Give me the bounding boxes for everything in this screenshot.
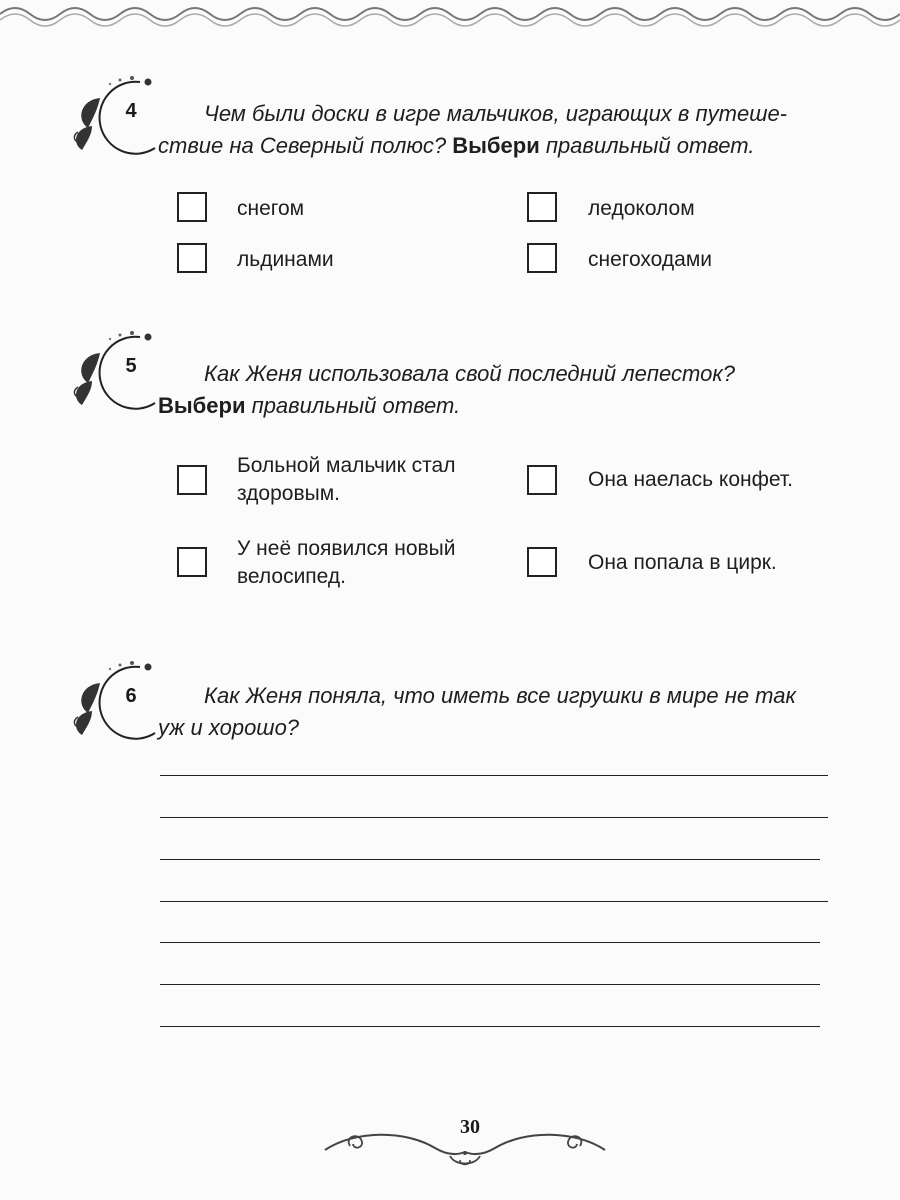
answer-line[interactable] [160, 901, 828, 902]
checkbox-circus[interactable] [527, 547, 557, 577]
answer-line[interactable] [160, 1026, 820, 1027]
checkbox-new-bicycle[interactable] [177, 547, 207, 577]
page-number: 30 [460, 1116, 480, 1138]
question-5-emblem [70, 325, 170, 420]
question-4-text: Чем были доски в игре мальчиков, играющих в путеше- ствие на Северный полюс? Выбери правильный ответ. [158, 101, 788, 158]
question-5-text: Как Женя использовала свой последний лепесток? Выбери правильный ответ. [158, 361, 735, 418]
answer-line[interactable] [160, 775, 828, 776]
top-wave-border [0, 0, 900, 30]
option-label: Больной мальчик стал здоровым. [237, 454, 456, 505]
option-label: снегом [237, 197, 305, 220]
checkbox-snegom[interactable] [177, 192, 207, 222]
swirl-ornament-icon [315, 1120, 615, 1170]
checkbox-ledokolom[interactable] [527, 192, 557, 222]
checkbox-sick-boy-healthy[interactable] [177, 465, 207, 495]
question-6-text: Как Женя поняла, что иметь все игрушки в мире не так уж и хорошо? [158, 683, 796, 740]
option-label: льдинами [237, 248, 334, 271]
option-label: снегоходами [588, 248, 713, 271]
answer-line[interactable] [160, 859, 820, 860]
checkbox-snegohodami[interactable] [527, 243, 557, 273]
checkbox-ate-candy[interactable] [527, 465, 557, 495]
checkbox-ldinami[interactable] [177, 243, 207, 273]
question-6-emblem [70, 655, 170, 750]
question-number: 5 [125, 355, 137, 377]
answer-line[interactable] [160, 817, 828, 818]
option-label: Она наелась конфет. [588, 468, 793, 491]
answer-line[interactable] [160, 984, 820, 985]
option-label: Она попала в цирк. [588, 551, 777, 574]
question-4-emblem [70, 70, 170, 165]
option-label: У неё появился новый велосипед. [237, 537, 456, 588]
question-number: 6 [125, 685, 137, 707]
question-number: 4 [125, 100, 137, 122]
answer-line[interactable] [160, 942, 820, 943]
option-label: ледоколом [588, 197, 695, 220]
